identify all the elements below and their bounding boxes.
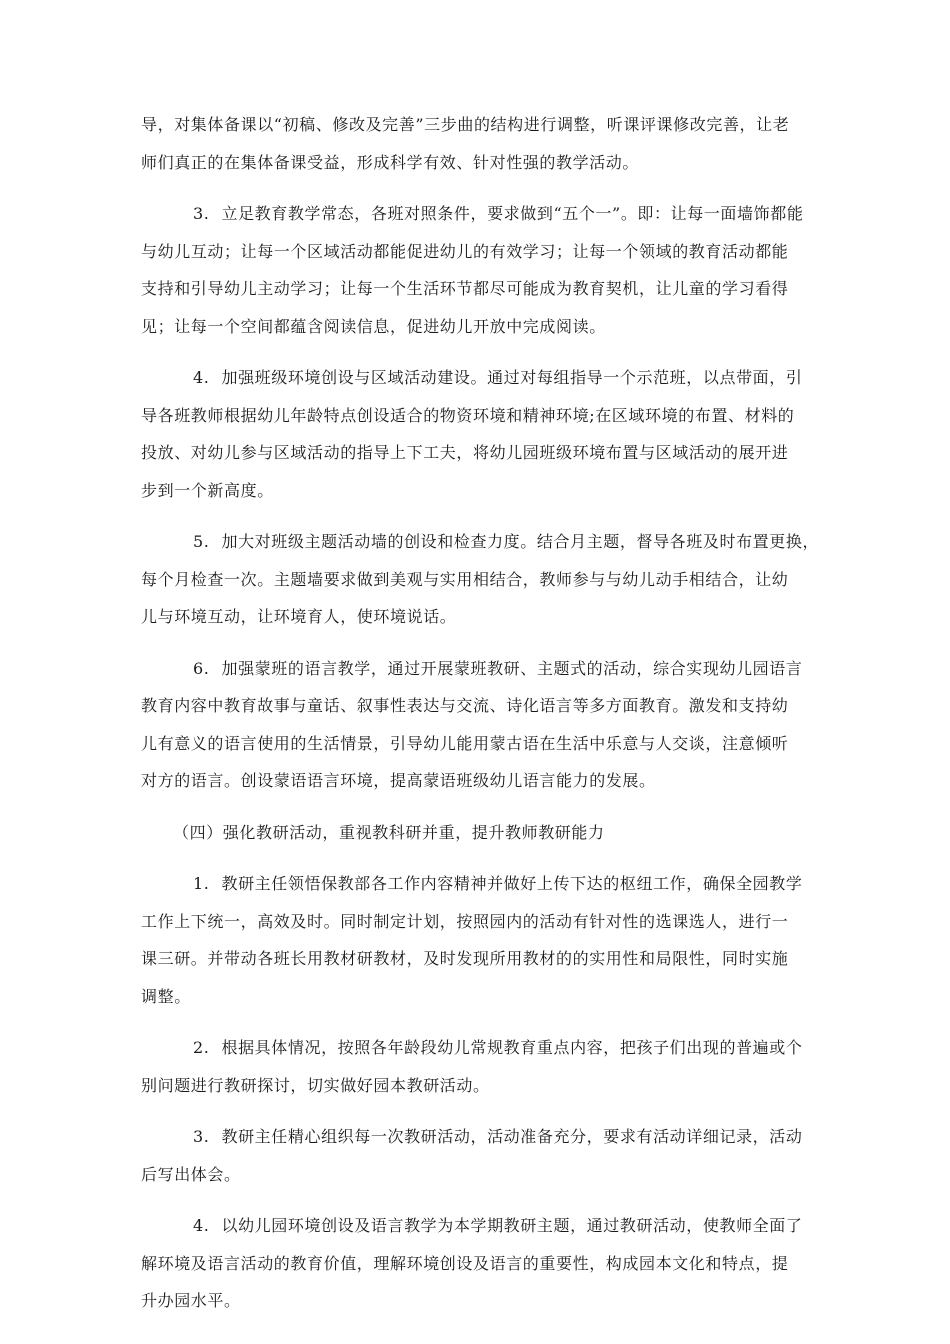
line-text: 调整。 bbox=[141, 986, 191, 1006]
item-number: 3. bbox=[193, 204, 210, 223]
line-text: 以幼儿园环境创设及语言教学为本学期教研主题，通过教研活动，使教师全面了 bbox=[221, 1216, 803, 1235]
line-text: 儿有意义的语言使用的生活情景，引导幼儿能用蒙古语在生活中乐意与人交谈，注意倾听 bbox=[141, 733, 789, 753]
line-text: 解环境及语言活动的教育价值，理解环境创设及语言的重要性，构成园本文化和特点，提 bbox=[141, 1253, 789, 1273]
text-line bbox=[141, 940, 827, 978]
line-text: 导各班教师根据幼儿年龄特点创设适合的物资环境和精神环境;在区域环境的布置、材料的 bbox=[141, 405, 795, 425]
line-text: 教研主任精心组织每一次教研活动，活动准备充分，要求有活动详细记录，活动 bbox=[221, 1127, 803, 1146]
paragraph bbox=[141, 865, 827, 1015]
line-text: 别问题进行教研探讨，切实做好园本教研活动。 bbox=[141, 1075, 490, 1095]
line-text: 对方的语言。创设蒙语语言环境，提高蒙语班级幼儿语言能力的发展。 bbox=[141, 771, 656, 790]
line-text: 教研主任领悟保教部各工作内容精神并做好上传下达的枢纽工作，确保全园教学 bbox=[221, 874, 803, 893]
text-line bbox=[141, 308, 827, 346]
line-text: 投放、对幼儿参与区域活动的指导上下工夫，将幼儿园班级环境布置与区域活动的展开进 bbox=[141, 443, 789, 462]
line-text: （四）强化教研活动，重视教科研并重，提升教师教研能力 bbox=[173, 822, 605, 842]
item-number: 1. bbox=[193, 874, 210, 893]
text-line bbox=[141, 1207, 827, 1245]
line-text: 见；让每一个空间都蕴含阅读信息，促进幼儿开放中完成阅读。 bbox=[141, 316, 606, 336]
line-text: 儿与环境互动，让环境育人，使环境说话。 bbox=[141, 607, 457, 626]
line-text: 加大对班级主题活动墙的创设和检查力度。结合月主题，督导各班及时布置更换， bbox=[221, 532, 820, 551]
text-line bbox=[141, 270, 827, 308]
section-heading bbox=[141, 814, 827, 852]
paragraph bbox=[141, 1029, 827, 1104]
paragraph bbox=[141, 195, 827, 345]
line-text: 导，对集体备课以“初稿、修改及完善”三步曲的结构进行调整，听课评课修改完善，让老 bbox=[141, 115, 790, 134]
text-line bbox=[141, 1067, 827, 1105]
text-line bbox=[141, 598, 827, 636]
paragraph bbox=[141, 1118, 827, 1193]
text-line bbox=[141, 523, 827, 561]
paragraph bbox=[141, 106, 827, 181]
text-line bbox=[141, 903, 827, 941]
line-text: 升办园水平。 bbox=[141, 1291, 241, 1310]
item-number: 4. bbox=[193, 368, 210, 387]
text-line bbox=[141, 762, 827, 800]
item-number: 5. bbox=[193, 532, 210, 551]
text-line bbox=[141, 865, 827, 903]
text-line bbox=[141, 359, 827, 397]
line-text: 师们真正的在集体备课受益，形成科学有效、针对性强的教学活动。 bbox=[141, 152, 640, 172]
item-number: 3. bbox=[193, 1127, 210, 1146]
paragraph bbox=[141, 523, 827, 636]
paragraph bbox=[141, 359, 827, 509]
text-line bbox=[141, 1156, 827, 1194]
line-text: 支持和引导幼儿主动学习；让每一个生活环节都尽可能成为教育契机，让儿童的学习看得 bbox=[141, 279, 789, 298]
text-line bbox=[141, 814, 827, 852]
text-line bbox=[141, 233, 827, 271]
line-text: 立足教育教学常态，各班对照条件，要求做到“五个一”。即：让每一面墙饰都能 bbox=[221, 204, 804, 223]
text-line bbox=[141, 106, 827, 144]
line-text: 与幼儿互动；让每一个区域活动都能促进幼儿的有效学习；让每一个领域的教育活动都能 bbox=[141, 241, 789, 261]
line-text: 课三研。并带动各班长用教材研教材，及时发现所用教材的的实用性和局限性，同时实施 bbox=[141, 949, 789, 968]
text-line bbox=[141, 978, 827, 1016]
line-text: 加强班级环境创设与区域活动建设。通过对每组指导一个示范班，以点带面，引 bbox=[221, 368, 803, 387]
item-number: 2. bbox=[193, 1038, 210, 1057]
text-line bbox=[141, 195, 827, 233]
text-line bbox=[141, 725, 827, 763]
paragraph bbox=[141, 650, 827, 800]
item-number: 4. bbox=[193, 1216, 210, 1235]
text-line bbox=[141, 1282, 827, 1320]
document-body bbox=[141, 106, 827, 1334]
text-line bbox=[141, 687, 827, 725]
text-line bbox=[141, 1118, 827, 1156]
text-line bbox=[141, 434, 827, 472]
item-number: 6. bbox=[193, 658, 210, 678]
text-line bbox=[141, 472, 827, 510]
text-line bbox=[141, 1245, 827, 1283]
text-line bbox=[141, 397, 827, 435]
line-text: 根据具体情况，按照各年龄段幼儿常规教育重点内容，把孩子们出现的普遍或个 bbox=[221, 1038, 803, 1057]
text-line bbox=[141, 144, 827, 182]
text-line bbox=[141, 1029, 827, 1067]
line-text: 教育内容中教育故事与童话、叙事性表达与交流、诗化语言等多方面教育。激发和支持幼 bbox=[141, 696, 789, 715]
line-text: 工作上下统一，高效及时。同时制定计划，按照园内的活动有针对性的选课选人，进行一 bbox=[141, 911, 789, 931]
paragraph bbox=[141, 1207, 827, 1320]
line-text: 每个月检查一次。主题墙要求做到美观与实用相结合，教师参与与幼儿动手相结合，让幼 bbox=[141, 569, 789, 589]
text-line bbox=[141, 650, 827, 688]
text-line bbox=[141, 561, 827, 599]
line-text: 步到一个新高度。 bbox=[141, 480, 274, 500]
line-text: 加强蒙班的语言教学，通过开展蒙班教研、主题式的活动，综合实现幼儿园语言 bbox=[221, 658, 803, 678]
line-text: 后写出体会。 bbox=[141, 1164, 241, 1184]
